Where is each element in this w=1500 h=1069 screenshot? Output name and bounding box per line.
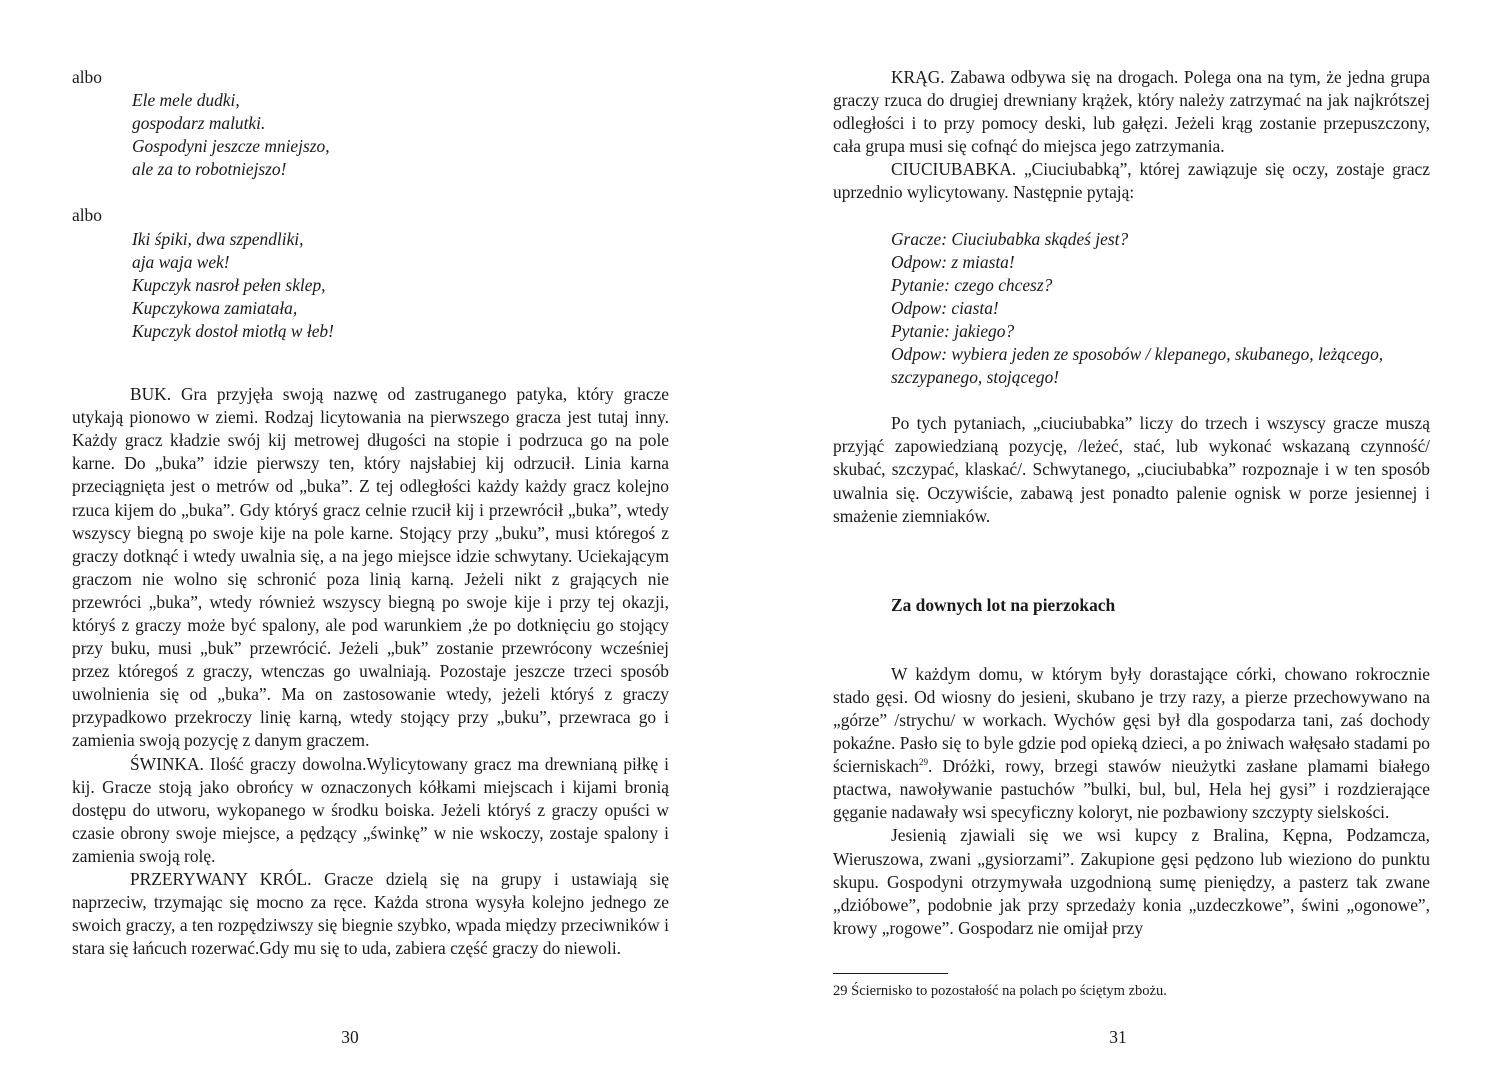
paragraph-ciuciubabka: CIUCIUBABKA. „Ciuciubabką”, której zawiązuje się oczy, zostaje gracz uprzednio wylicytowany. Następnie pytają: <box>833 159 1430 203</box>
verse-line: Kupczyk nasroł pełen sklep, <box>132 274 326 295</box>
dialog-line: Gracze: Ciuciubabka skądeś jest? <box>891 228 1129 249</box>
verse-line: Kupczyk dostoł miotłą w łeb! <box>132 320 334 341</box>
dialog-ciuciubabka <box>833 228 1430 390</box>
footnote-reference: 29 <box>918 757 928 768</box>
paragraph-text: . Dróżki, rowy, brzegi stawów nieużytki zasłane plamami białego ptactwa, nawoływanie pastuchów ”bulki, bul, bul, Hela hej gysi” i rozdzierające gęganie nadawały wsi specyficzny koloryt, nie pozbawiony szczypty sielskości. <box>833 756 1430 823</box>
dialog-line: Odpow: wybiera jeden ze sposobów / klepanego, skubanego, leżącego, <box>891 344 1384 365</box>
right-page <box>750 0 1500 1069</box>
verse-line: Gospodyni jeszcze mniejszo, <box>132 136 330 157</box>
paragraph-swinka: ŚWINKA. Ilość graczy dowolna.Wylicytowany gracz ma drewnianą piłkę i kij. Gracze stoją jako obrońcy w oznaczonych kółkami miejscach i kijami bronią dostępu do utworu, wykopanego w środku boiska. Jeżeli któryś z graczy opuści w czasie obrony swoje miejsce, a pędzący „świnkę” w nie wskoczy, zostaje spalony i zamienia swoją rolę. <box>72 753 669 866</box>
paragraph-text: W każdym domu, w którym były dorastające córki, chowano rokrocznie stado gęsi. Od wiosny do jesieni, skubano je trzy razy, a pierze przechowywano na „górze” /strychu/ w workach. Wychów gęsi był dla gospodarza tani, zaś dochody pokaźne. Pasło się to byle gdzie pod opieką dzieci, a po żniwach wałęsało stadami po ścierniskach <box>833 663 1430 777</box>
paragraph-w-kazdym-domu <box>833 663 1430 825</box>
albo-label-2: albo <box>72 205 102 226</box>
right-page-content <box>833 66 1430 940</box>
albo-label-1: albo <box>72 67 102 87</box>
dialog-line: Pytanie: czego chcesz? <box>891 274 1053 295</box>
page-number-left: 30 <box>341 1027 359 1047</box>
verse-iki-spiki <box>72 228 669 343</box>
verse-line: ale za to robotniejszo! <box>132 159 287 180</box>
section-heading: Za downych lot na pierzokach <box>891 594 1116 615</box>
paragraph-po-tych-pytaniach: Po tych pytaniach, „ciuciubabka” liczy do trzech i wszyscy gracze muszą przyjąć zapowiedzianą pozycję, /leżeć, stać, lub wykonać wskazaną czynność/ skubać, szczypać, klaskać/. Schwytanego, „ciuciubabka” rozpoznaje i w ten sposób uwalnia się. Oczywiście, zabawą jest ponadto palenie ognisk w porze jesiennej i smażenie ziemniaków. <box>833 413 1430 526</box>
footnote-separator <box>833 973 948 974</box>
paragraph-przerywany-krol: PRZERYWANY KRÓL. Gracze dzielą się na grupy i ustawiają się naprzeciw, trzymając się mocno za ręce. Każda strona wysyła kolejno jednego ze swoich graczy, a ten rozpędziwszy się biegnie szybko, wpada między przeciwników i stara się łańcuch rozerwać.Gdy mu się to uda, zabiera część graczy do niewoli. <box>72 869 669 959</box>
paragraph-buk: BUK. Gra przyjęła swoją nazwę od zastruganego patyka, który gracze utykają pionowo w ziemi. Rodzaj licytowania na pierwszego gracza jest tutaj inny. Każdy gracz kładzie swój kij metrowej długości na stopie i podrzuca go na pole karne. Do „buka” idzie pierwszy ten, który najsłabiej kij odrzucił. Linia karna przeciągnięta jest o metrów od „buka”. Z tej odległości każdy każdy gracz kolejno rzuca kijem do „buka”. Gdy któryś gracz celnie rzucił kij i przewrócił „buka”, wtedy wszyscy biegną po swoje kije na pole karne. Stojący przy „buku”, musi któregoś z graczy dotknąć i wtedy uwalnia się, a na jego miejsce idzie schwytany. Uciekającym graczom nie wolno się schronić poza linią karną. Jeżeli nikt z grających nie przewróci „buka”, wtedy również wszyscy biegną po swoje kije i przy tej okazji, któryś z graczy może być spalony, ale pod warunkiem ,że po dotknięciu go stojący przy buku, musi „buk” przewrócić. Jeżeli „buk” zostanie przewrócony wcześniej przez któregoś z graczy, wtenczas go uwalniają. Pozostaje jeszcze trzeci sposób uwolnienia się od „buka”. Ma on zastosowanie wtedy, jeżeli któryś z graczy przypadkowo przekroczy linię karną, wtedy stojący przy „buku”, przewraca go i zamienia swoją pozycję z danym graczem. <box>72 384 669 751</box>
footnote: 29 Ściernisko to pozostałość na polach po ściętym zbożu. <box>833 983 1167 999</box>
left-page-content <box>72 66 669 960</box>
paragraph-krag: KRĄG. Zabawa odbywa się na drogach. Polega ona na tym, że jedna grupa graczy rzuca do drugiej drewniany krążek, który należy zatrzymać na jak najkrótszej odległości i to przy pomocy deski, lub gałęzi. Jeżeli krąg zostanie przepuszczony, cała grupa musi się cofnąć do miejsca jego zatrzymania. <box>833 67 1430 157</box>
dialog-line: szczypanego, stojącego! <box>891 367 1060 388</box>
verse-line: Kupczykowa zamiatała, <box>132 297 298 318</box>
dialog-line: Odpow: ciasta! <box>891 297 999 318</box>
dialog-line: Pytanie: jakiego? <box>891 320 1015 341</box>
verse-line: gospodarz malutki. <box>132 113 266 134</box>
page-number-right: 31 <box>1109 1027 1127 1047</box>
dialog-line: Odpow: z miasta! <box>891 251 1015 272</box>
verse-line: aja waja wek! <box>132 251 230 272</box>
verse-ele-mele <box>72 89 669 181</box>
verse-line: Ele mele dudki, <box>132 90 240 111</box>
verse-line: Iki śpiki, dwa szpendliki, <box>132 228 304 249</box>
paragraph-jesienia: Jesienią zjawiali się we wsi kupcy z Bralina, Kępna, Podzamcza, Wieruszowa, zwani „gysiorzami”. Zakupione gęsi pędzono lub wieziono do punktu skupu. Gospodyni otrzymywała uzgodnioną sumę pieniędzy, a pasterz tak zwane „dzióbowe”, podobnie jak przy sprzedaży konia „uzdeczkowe”, świni „ogonowe”, krowy „rogowe”. Gospodarz nie omijał przy <box>833 825 1430 938</box>
